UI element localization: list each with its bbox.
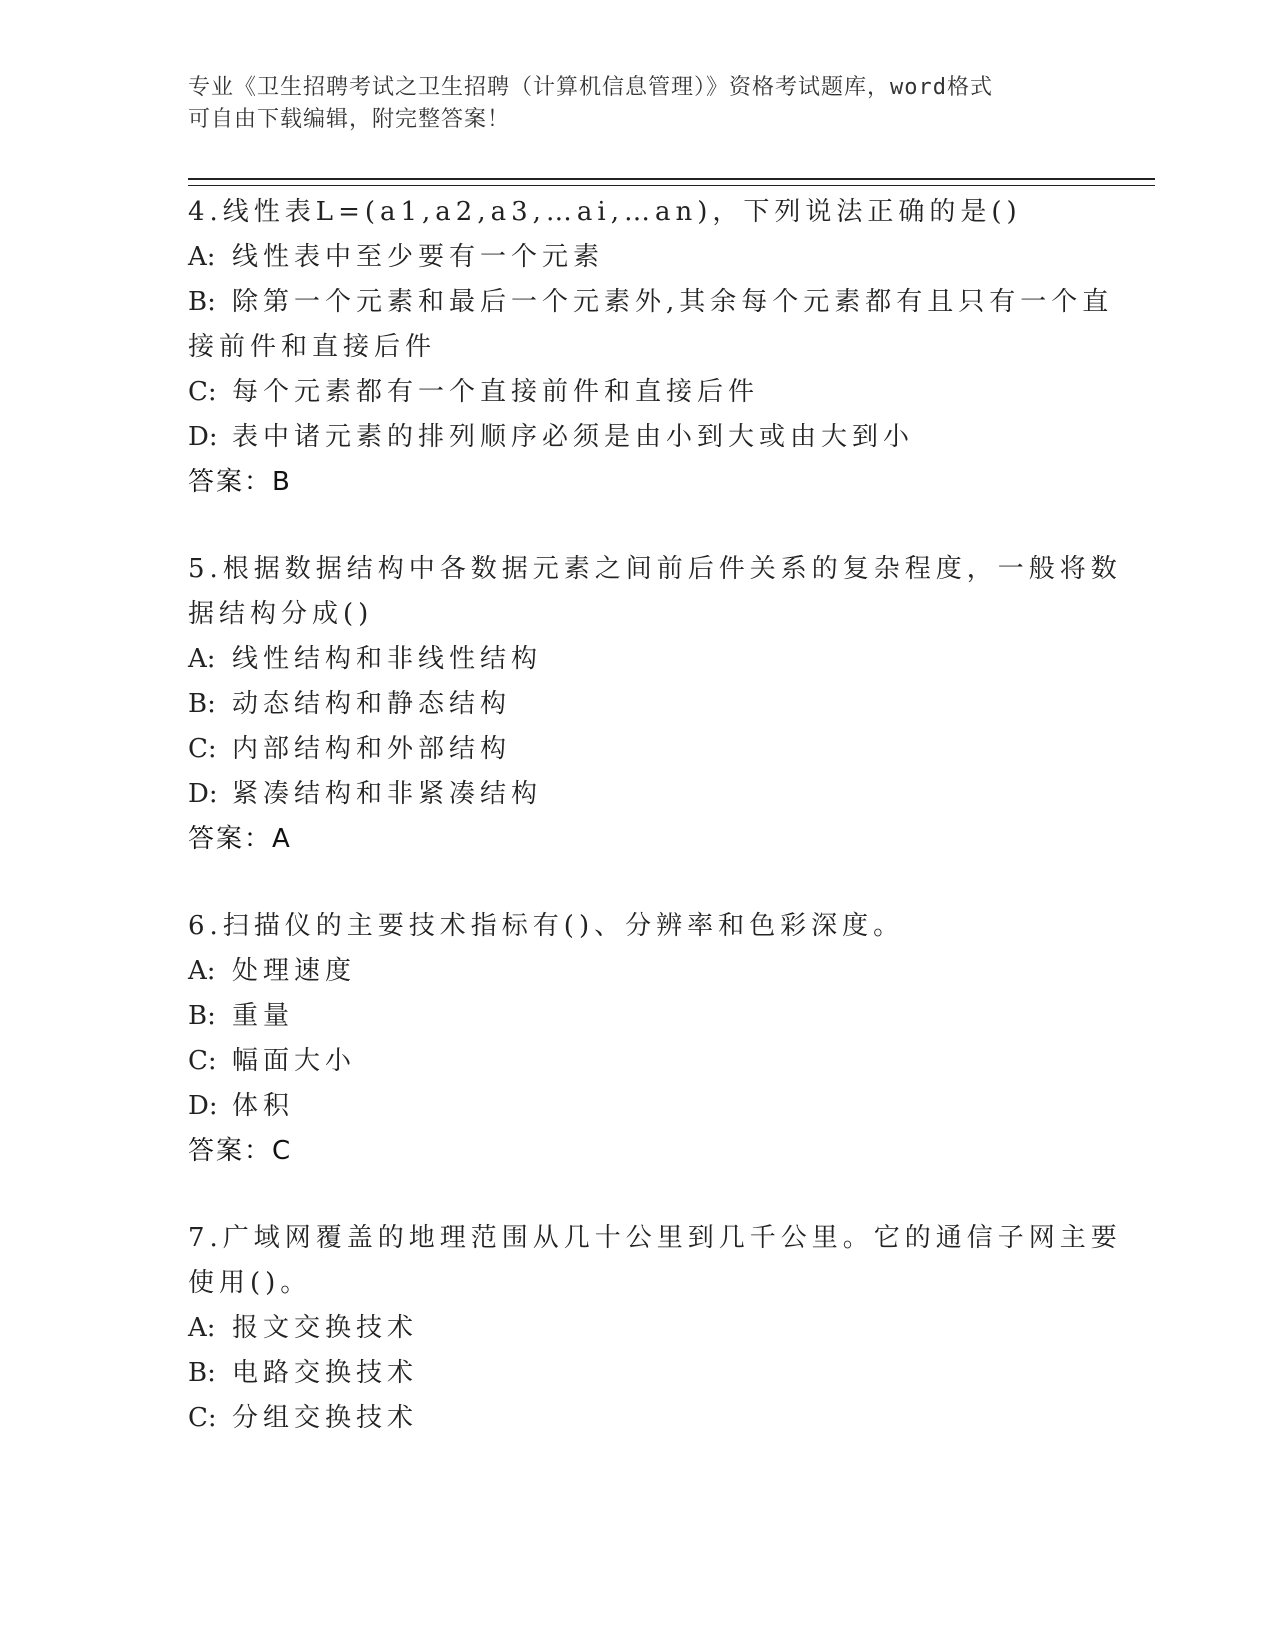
option-key: C: (188, 734, 217, 764)
question-stem-line: 4.线性表L=(a1,a2,a3,…ai,…an)，下列说法正确的是() (188, 197, 1022, 227)
option-d (188, 772, 1068, 817)
option-key: B: (188, 1001, 216, 1031)
answer-line: 答案：B (188, 467, 292, 497)
option-d (188, 415, 1068, 460)
question-stem-line: 5.根据数据结构中各数据元素之间前后件关系的复杂程度，一般将数 (188, 554, 1122, 584)
option-text: 幅面大小 (232, 1046, 357, 1076)
question-stem (188, 190, 1068, 235)
option-a (188, 1306, 1068, 1351)
option-key: B: (188, 287, 216, 317)
question-stem (188, 1216, 1122, 1306)
option-text: 除第一个元素和最后一个元素外,其余每个元素都有且只有一个直 (232, 287, 1114, 317)
question-stem-line: 6.扫描仪的主要技术指标有()、分辨率和色彩深度。 (188, 911, 905, 941)
option-text: 接前件和直接后件 (188, 332, 437, 362)
option-d (188, 1084, 1068, 1129)
option-key: A: (188, 956, 216, 986)
option-text: 电路交换技术 (232, 1358, 419, 1388)
option-key: D: (188, 422, 218, 452)
option-text: 紧凑结构和非紧凑结构 (232, 779, 543, 809)
question-stem (188, 547, 1122, 637)
option-b (188, 1351, 1068, 1396)
question-4 (188, 190, 1114, 505)
header-line-2: 可自由下载编辑，附完整答案！ (188, 107, 511, 132)
option-text: 内部结构和外部结构 (232, 734, 512, 764)
option-text: 重量 (232, 1001, 295, 1031)
option-c (188, 1396, 1068, 1441)
option-a (188, 949, 1068, 994)
option-text: 表中诸元素的排列顺序必须是由小到大或由大到小 (232, 422, 915, 452)
answer-line: 答案：A (188, 824, 292, 854)
option-text: 动态结构和静态结构 (232, 689, 512, 719)
option-b-continued (188, 325, 1068, 370)
option-key: D: (188, 1091, 218, 1121)
option-key: B: (188, 1358, 216, 1388)
option-text: 每个元素都有一个直接前件和直接后件 (232, 377, 760, 407)
option-text: 线性表中至少要有一个元素 (232, 242, 605, 272)
question-list (188, 190, 1122, 1483)
option-text: 报文交换技术 (232, 1313, 419, 1343)
question-5 (188, 547, 1122, 862)
question-6 (188, 904, 1068, 1174)
option-key: C: (188, 1403, 217, 1433)
question-7 (188, 1216, 1122, 1441)
option-a (188, 235, 1068, 280)
option-c (188, 1039, 1068, 1084)
option-c (188, 370, 1068, 415)
header-divider (188, 178, 1155, 186)
option-b (188, 682, 1068, 727)
question-stem-line: 7.广域网覆盖的地理范围从几十公里到几千公里。它的通信子网主要 (188, 1223, 1122, 1253)
document-header (188, 72, 1158, 136)
option-key: A: (188, 644, 216, 674)
header-line-1: 专业《卫生招聘考试之卫生招聘（计算机信息管理）》资格考试题库，word格式 (188, 75, 993, 100)
option-key: C: (188, 1046, 217, 1076)
question-stem-line: 据结构分成() (188, 599, 374, 629)
option-text: 线性结构和非线性结构 (232, 644, 543, 674)
answer-line: 答案：C (188, 1136, 293, 1166)
option-key: C: (188, 377, 217, 407)
option-key: B: (188, 689, 216, 719)
option-a (188, 637, 1068, 682)
question-stem (188, 904, 1068, 949)
option-c (188, 727, 1068, 772)
option-b (188, 994, 1068, 1039)
question-stem-line: 使用()。 (188, 1268, 312, 1298)
option-text: 体积 (232, 1091, 295, 1121)
option-key: A: (188, 242, 216, 272)
option-key: A: (188, 1313, 216, 1343)
option-key: D: (188, 779, 218, 809)
option-text: 处理速度 (232, 956, 357, 986)
option-text: 分组交换技术 (232, 1403, 419, 1433)
option-b (188, 280, 1114, 325)
